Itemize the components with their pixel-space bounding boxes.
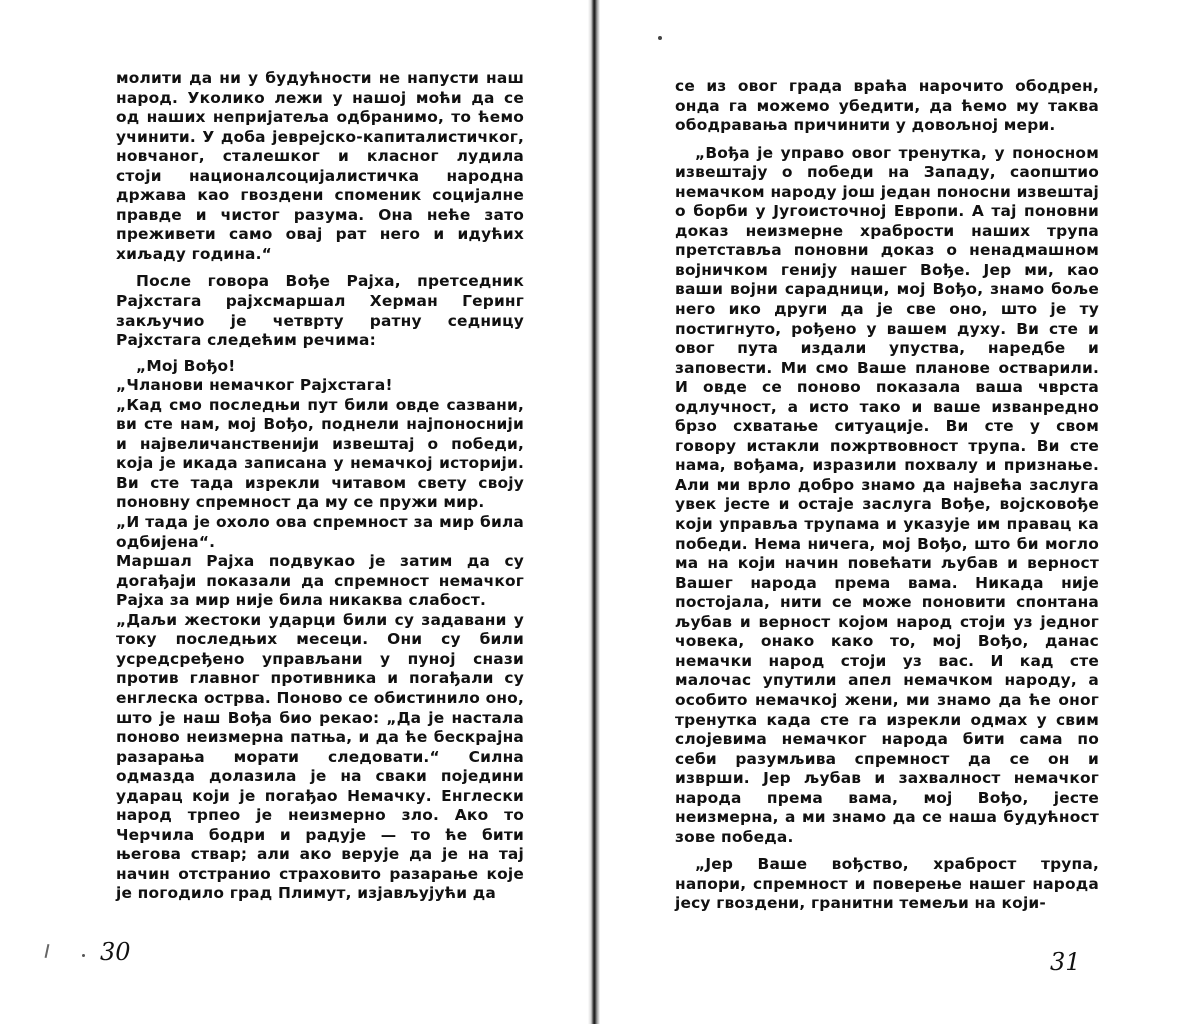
paragraph: „Чланови немачког Рајхстага!: [116, 376, 393, 395]
book-spine: [588, 0, 600, 1024]
paragraph: „Мој Вођо!: [136, 356, 236, 375]
paragraph: „Вођа је управо овог тренутка, у поносном извештају о победи на Западу, саопштио немачком народу још један поносни извештај о борби у Југоисточној Европи. А тај поновни доказ неизмерне храбрости наших трупа претставља поновни доказ о ненадмашном војничком генију нашег Вође. Јер ми, као ваши војни сарадници, мој Вођо, знамо боље него ико други да је све оно, што је ту постигнуто, рођено у вашем духу. Ви сте и овог пута издали упуства, наредбе и заповести. Ми смо Ваше планове остварили. И овде се поново показала ваша чврста одлучност, а исто тако и ваше изванредно брзо схватање ситуације. Ви сте у свом говору истакли пожртвовност трупа. Ви сте нама, вођама, изразили похвалу и признање. Али ми врло добро знамо да највећа заслуга увек јесте и остаје заслуга Вође, војсковође који управља трупама и указује им правац ка победи. Нема ничега, мој Вођо, што би могло ма на који начин повећати љубав и верност Вашег народа према вама. Никада није постојала, нити се може поновити спонтана љубав и верност којом народ стоји уз једног човека, онако како то, мој Вођо, данас немачки народ стоји уз вас. И кад сте малочас упутили апел немачком народу, а особито немачкој жени, ми знамо да ће оног тренутка када сте га изрекли одмах у свим слојевима немачког народа бити сама по себи разумљива спремност да се он и изврши. Јер љубав и захвалност немачког народа према вама, мој Вођо, јесте неизмерна, а ми знамо да се наша будућност зове победа.: [675, 143, 1099, 846]
right-page: [600, 0, 1182, 1024]
paragraph: „Даљи жестоки ударци били су задавани у току последњих месеци. Они су били усредсређено управљани у пуној снази против главног противника и погађали су енглеска острва. Поново се обистинило оно, што је наш Вођа био рекао: „Да је настала поново неизмерна патња, и да ће бескрајна разарања морати следовати.“ Силна одмазда долазила је на сваки поједини ударац који је погађао Немачку. Енглески народ трпео је неизмерно зло. Ако то Черчила бодри и радује — то ће бити његова ствар; али ако верује да је на тај начин отстранио страховито разарање које је погодило град Плимут, изјављујући да: [116, 610, 524, 903]
paragraph: После говора Вође Рајха, претседник Рајхстага рајхсмаршал Херман Геринг закључио је четврту ратну седницу Рајхстага следећим речима:: [116, 272, 524, 350]
paragraph: „Јер Ваше вођство, храброст трупа, напори, спремност и поверење нашег народа јесу гвоздени, гранитни темељи на који-: [675, 855, 1099, 913]
paragraph: се из овог града враћа нарочито ободрен, онда га можемо убедити, да ћемо му таква ободравања причинити у довољној мери.: [675, 77, 1099, 135]
page-number: 30: [100, 938, 131, 966]
paragraph: „И тада је охоло ова спремност за мир била одбијена“.: [116, 513, 524, 551]
left-page-text: [116, 69, 524, 904]
paragraph: молити да ни у будућности не напусти наш народ. Уколико лежи у нашој моћи да се од наших непријатеља одбранимо, то ћемо учинити. У доба јеврејско-капиталистичког, новчаног, сталешког и класног лудила стоји националсоцијалистичка народна држава као гвоздени споменик социјалне правде и чистог разума. Она неће зато преживети само овај рат него и идућих хиљаду година.“: [116, 69, 524, 263]
paragraph: Маршал Рајха подвукао је затим да су догађаји показали да спремност немачког Рајха за мир није била никаква слабост.: [116, 552, 524, 610]
paragraph: „Кад смо последњи пут били овде сазвани, ви сте нам, мој Вођо, поднели најпоноснији и највеличанственији извештај о победи, која је икада записана у немачкој историји. Ви сте тада изрекли читавом свету своју поновну спремност да му се пружи мир.: [116, 395, 524, 512]
scan-mark: [45, 944, 50, 958]
scan-dot: [82, 954, 85, 957]
left-page: [0, 0, 590, 1024]
right-page-text: [675, 77, 1099, 920]
page-number: 31: [1050, 948, 1081, 976]
